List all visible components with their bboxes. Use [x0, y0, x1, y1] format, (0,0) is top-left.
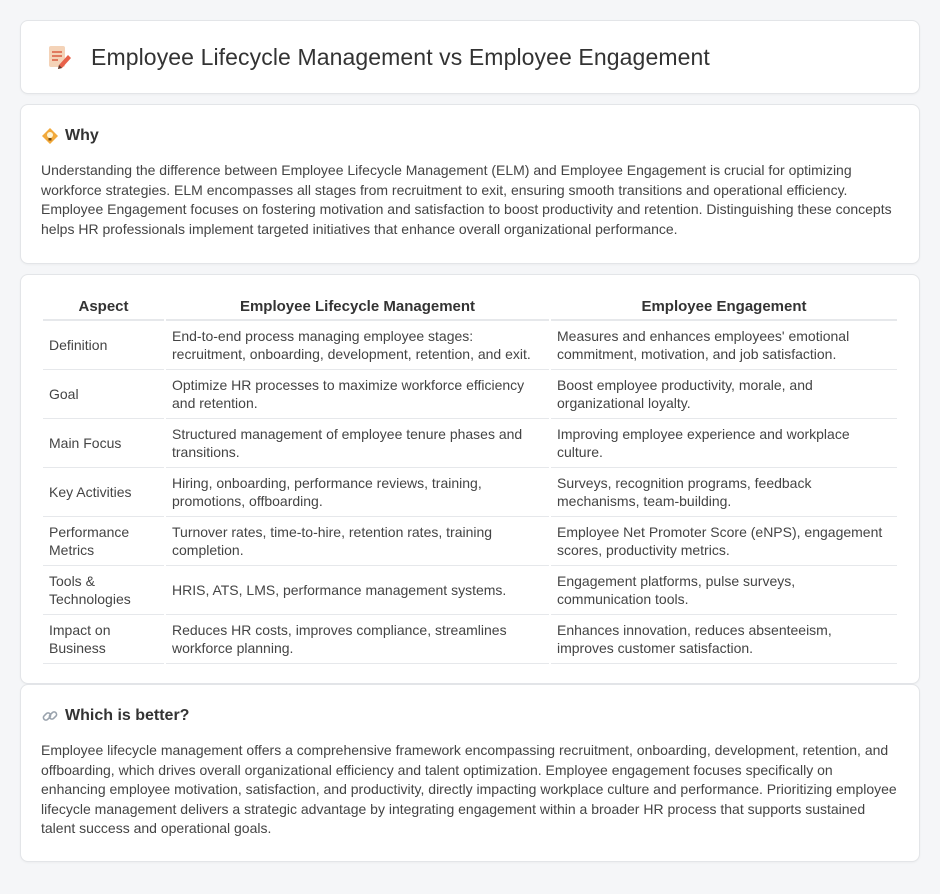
table-row	[43, 419, 897, 468]
aspect-cell: Key Activities	[43, 468, 164, 517]
aspect-cell: Tools & Technologies	[43, 566, 164, 615]
aspect-cell: Main Focus	[43, 419, 164, 468]
engagement-cell: Enhances innovation, reduces absenteeism, improves customer satisfaction.	[551, 615, 897, 664]
aspect-cell: Impact on Business	[43, 615, 164, 664]
header-card	[20, 20, 920, 94]
engagement-cell: Engagement platforms, pulse surveys, communication tools.	[551, 566, 897, 615]
column-header: Aspect	[43, 295, 164, 321]
column-header: Employee Engagement	[551, 295, 897, 321]
table-row	[43, 517, 897, 566]
why-heading	[41, 125, 899, 145]
engagement-cell: Employee Net Promoter Score (eNPS), engagement scores, productivity metrics.	[551, 517, 897, 566]
column-header: Employee Lifecycle Management	[166, 295, 549, 321]
engagement-cell: Improving employee experience and workplace culture.	[551, 419, 897, 468]
why-text: Understanding the difference between Employee Lifecycle Management (ELM) and Employee Engagement is crucial for optimizing workforce strategies. ELM encompasses all stages from recruitment to exit, ensuring smooth transitions and operational efficiency. Employee Engagement focuses on fostering motivation and satisfaction to boost productivity and retention. Distinguishing these concepts helps HR professionals implement targeted initiatives that enhance overall organizational performance.	[41, 162, 892, 237]
engagement-cell: Measures and enhances employees' emotional commitment, motivation, and job satisfaction.	[551, 321, 897, 370]
comparison-table	[41, 295, 899, 664]
aspect-cell: Performance Metrics	[43, 517, 164, 566]
table-row	[43, 615, 897, 664]
aspect-cell: Goal	[43, 370, 164, 419]
comparison-card	[20, 274, 920, 684]
better-title: Which is better?	[65, 707, 190, 724]
link-icon	[41, 707, 59, 725]
better-text: Employee lifecycle management offers a comprehensive framework encompassing recruitment, onboarding, development, retention, and offboarding, which drives overall organizational efficiency and talent optimization. Employee engagement focuses specifically on enhancing employee motivation, satisfaction, and productivity, directly impacting workplace culture and performance. Prioritizing employee lifecycle management delivers a strategic advantage by integrating engagement within a broader HR process that supports sustained talent success and operational goals.	[41, 742, 897, 836]
elm-cell: Structured management of employee tenure phases and transitions.	[166, 419, 549, 468]
elm-cell: Turnover rates, time-to-hire, retention rates, training completion.	[166, 517, 549, 566]
better-heading	[41, 705, 899, 725]
table-row	[43, 370, 897, 419]
engagement-cell: Boost employee productivity, morale, and organizational loyalty.	[551, 370, 897, 419]
table-row	[43, 468, 897, 517]
elm-cell: End-to-end process managing employee stages: recruitment, onboarding, development, retention, and exit.	[166, 321, 549, 370]
aspect-cell: Definition	[43, 321, 164, 370]
which-is-better-section	[20, 684, 920, 862]
table-header-row	[43, 295, 897, 321]
table-row	[43, 321, 897, 370]
document-pencil-icon	[45, 43, 73, 71]
elm-cell: Optimize HR processes to maximize workforce efficiency and retention.	[166, 370, 549, 419]
why-title: Why	[65, 127, 99, 144]
elm-cell: Reduces HR costs, improves compliance, streamlines workforce planning.	[166, 615, 549, 664]
elm-cell: HRIS, ATS, LMS, performance management systems.	[166, 566, 549, 615]
lightbulb-diamond-icon	[41, 127, 59, 145]
why-section	[20, 104, 920, 264]
engagement-cell: Surveys, recognition programs, feedback mechanisms, team-building.	[551, 468, 897, 517]
table-row	[43, 566, 897, 615]
page-title: Employee Lifecycle Management vs Employee Engagement	[91, 43, 710, 70]
elm-cell: Hiring, onboarding, performance reviews, training, promotions, offboarding.	[166, 468, 549, 517]
